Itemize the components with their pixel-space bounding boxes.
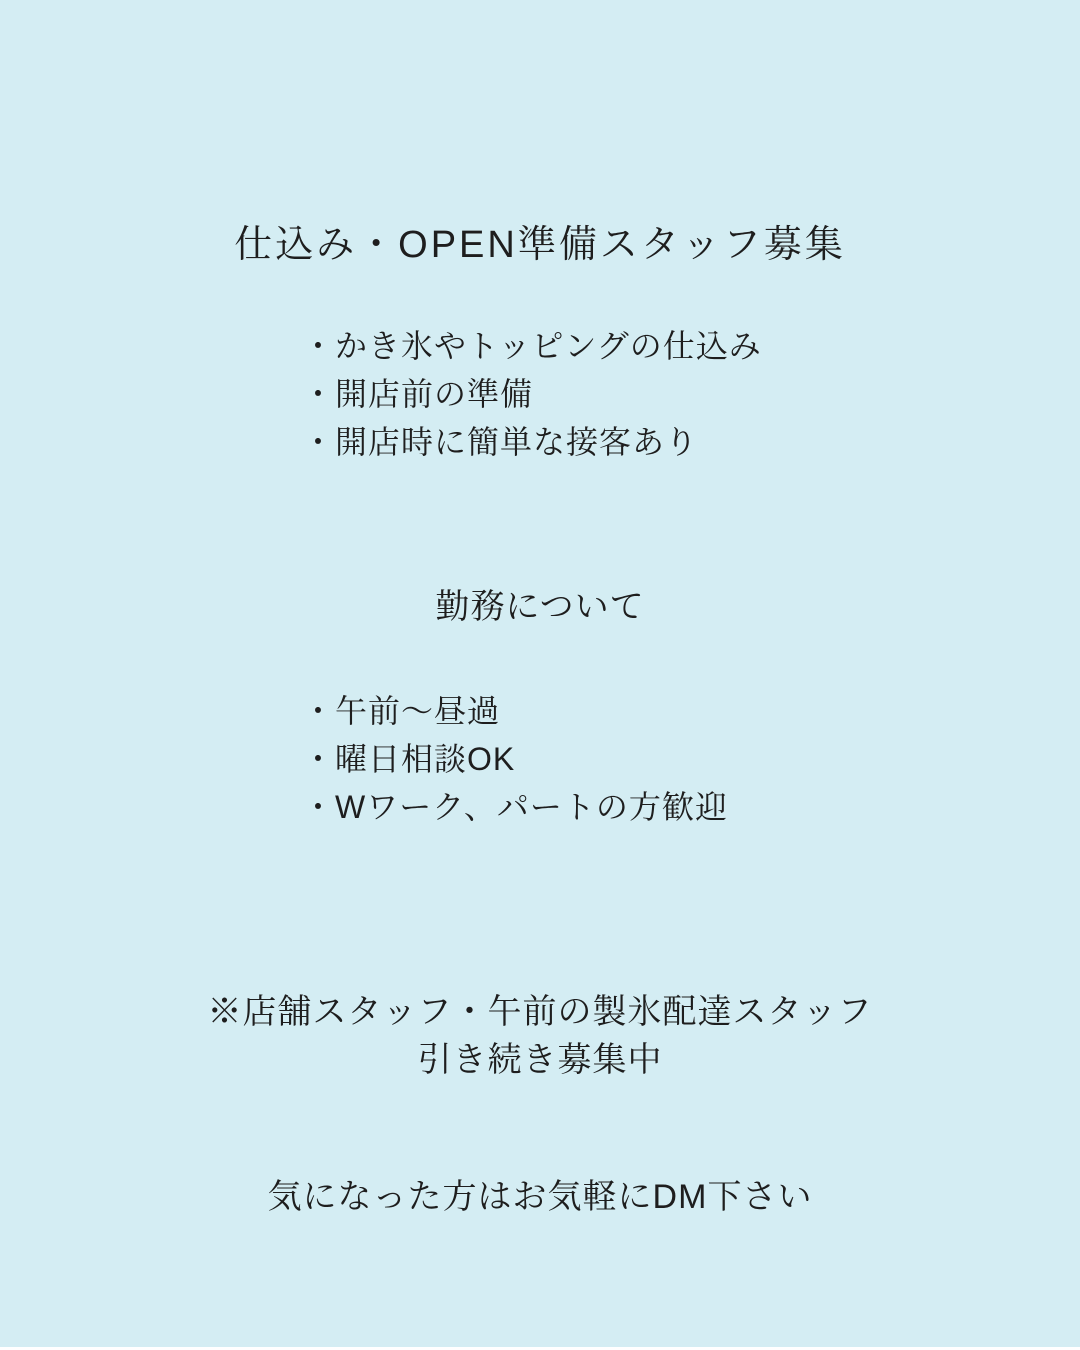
duties-list xyxy=(302,322,762,466)
work-section-heading: 勤務について xyxy=(435,588,645,626)
note-block xyxy=(0,988,1080,1084)
duty-item: ・開店時に簡単な接客あり xyxy=(302,424,699,460)
duty-item: ・開店前の準備 xyxy=(302,376,534,412)
condition-item: ・Wワーク、パートの方歓迎 xyxy=(302,789,728,825)
condition-item: ・曜日相談OK xyxy=(302,741,516,777)
contact-message: 気になった方はお気軽にDM下さい xyxy=(267,1178,813,1216)
note-line-2: 引き続き募集中 xyxy=(417,1041,663,1079)
condition-item: ・午前〜昼過 xyxy=(302,693,501,729)
poster-title: 仕込み・OPEN準備スタッフ募集 xyxy=(234,224,846,266)
duty-item: ・かき氷やトッピングの仕込み xyxy=(302,328,762,364)
conditions-list xyxy=(302,687,728,831)
note-line-1: ※店舗スタッフ・午前の製氷配達スタッフ xyxy=(207,993,873,1031)
